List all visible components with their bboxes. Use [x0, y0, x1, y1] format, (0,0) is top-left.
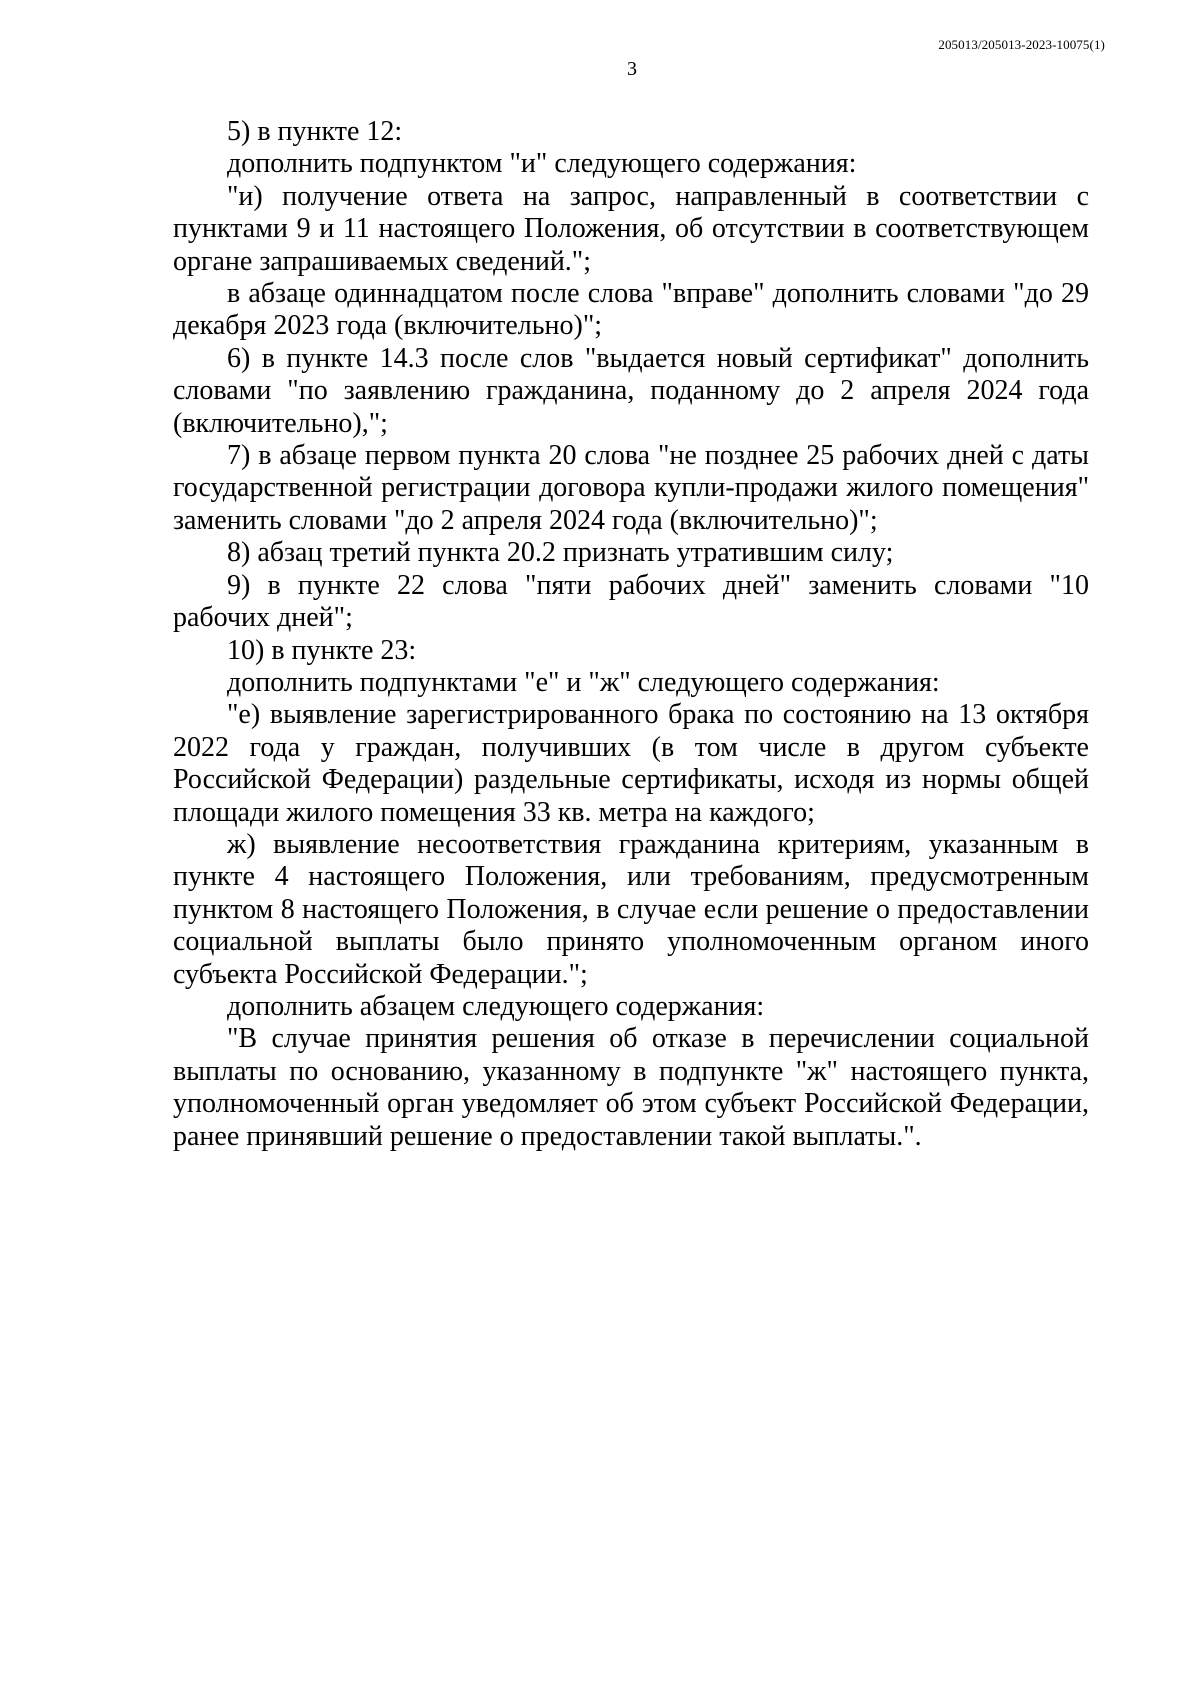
paragraph: 5) в пункте 12:	[227, 116, 403, 147]
paragraph: дополнить абзацем следующего содержания:	[227, 990, 765, 1022]
paragraph: дополнить подпунктами "е" и "ж" следующего содержания:	[227, 666, 940, 698]
paragraph: 10) в пункте 23:	[227, 634, 417, 666]
paragraph: "е) выявление зарегистрированного брака по состоянию на 13 октября 2022 года у граждан, получивших (в том числе в другом субъекте Российской Федерации) раздельные сертификаты, исходя из нормы общей площади жилого помещения 33 кв. метра на каждого;	[173, 699, 1089, 828]
paragraph: 9) в пункте 22 слова "пяти рабочих дней" заменить словами "10 рабочих дней";	[173, 569, 1089, 634]
paragraph: 8) абзац третий пункта 20.2 признать утратившим силу;	[227, 537, 894, 569]
paragraph: дополнить подпунктом "и" следующего содержания:	[227, 148, 857, 180]
paragraph: 7) в абзаце первом пункта 20 слова "не позднее 25 рабочих дней с даты государственной регистрации договора купли-продажи жилого помещения" заменить словами "до 2 апреля 2024 года (включительно)";	[173, 440, 1089, 536]
page-number: 3	[627, 58, 637, 80]
document-id: 205013/205013-2023-10075(1)	[938, 37, 1105, 52]
paragraph: "В случае принятия решения об отказе в перечислении социальной выплаты по основанию, указанному в подпункте "ж" настоящего пункта, уполномоченный орган уведомляет об этом субъект Российской Федерации, ранее принявший решение о предоставлении такой выплаты.".	[173, 1023, 1089, 1152]
document-body	[173, 116, 1089, 1153]
paragraph: "и) получение ответа на запрос, направленный в соответствии с пунктами 9 и 11 настоящего Положения, об отсутствии в соответствующем органе запрашиваемых сведений.";	[173, 180, 1089, 277]
paragraph: в абзаце одиннадцатом после слова "вправе" дополнить словами "до 29 декабря 2023 года (включительно)";	[173, 278, 1089, 342]
paragraph: ж) выявление несоответствия гражданина критериям, указанным в пункте 4 настоящего Положения, или требованиям, предусмотренным пунктом 8 настоящего Положения, в случае если решение о предоставлении социальной выплаты было принято уполномоченным органом иного субъекта Российской Федерации.";	[173, 828, 1089, 990]
paragraph: 6) в пункте 14.3 после слов "выдается новый сертификат" дополнить словами "по заявлению гражданина, поданному до 2 апреля 2024 года (включительно),";	[173, 342, 1089, 439]
